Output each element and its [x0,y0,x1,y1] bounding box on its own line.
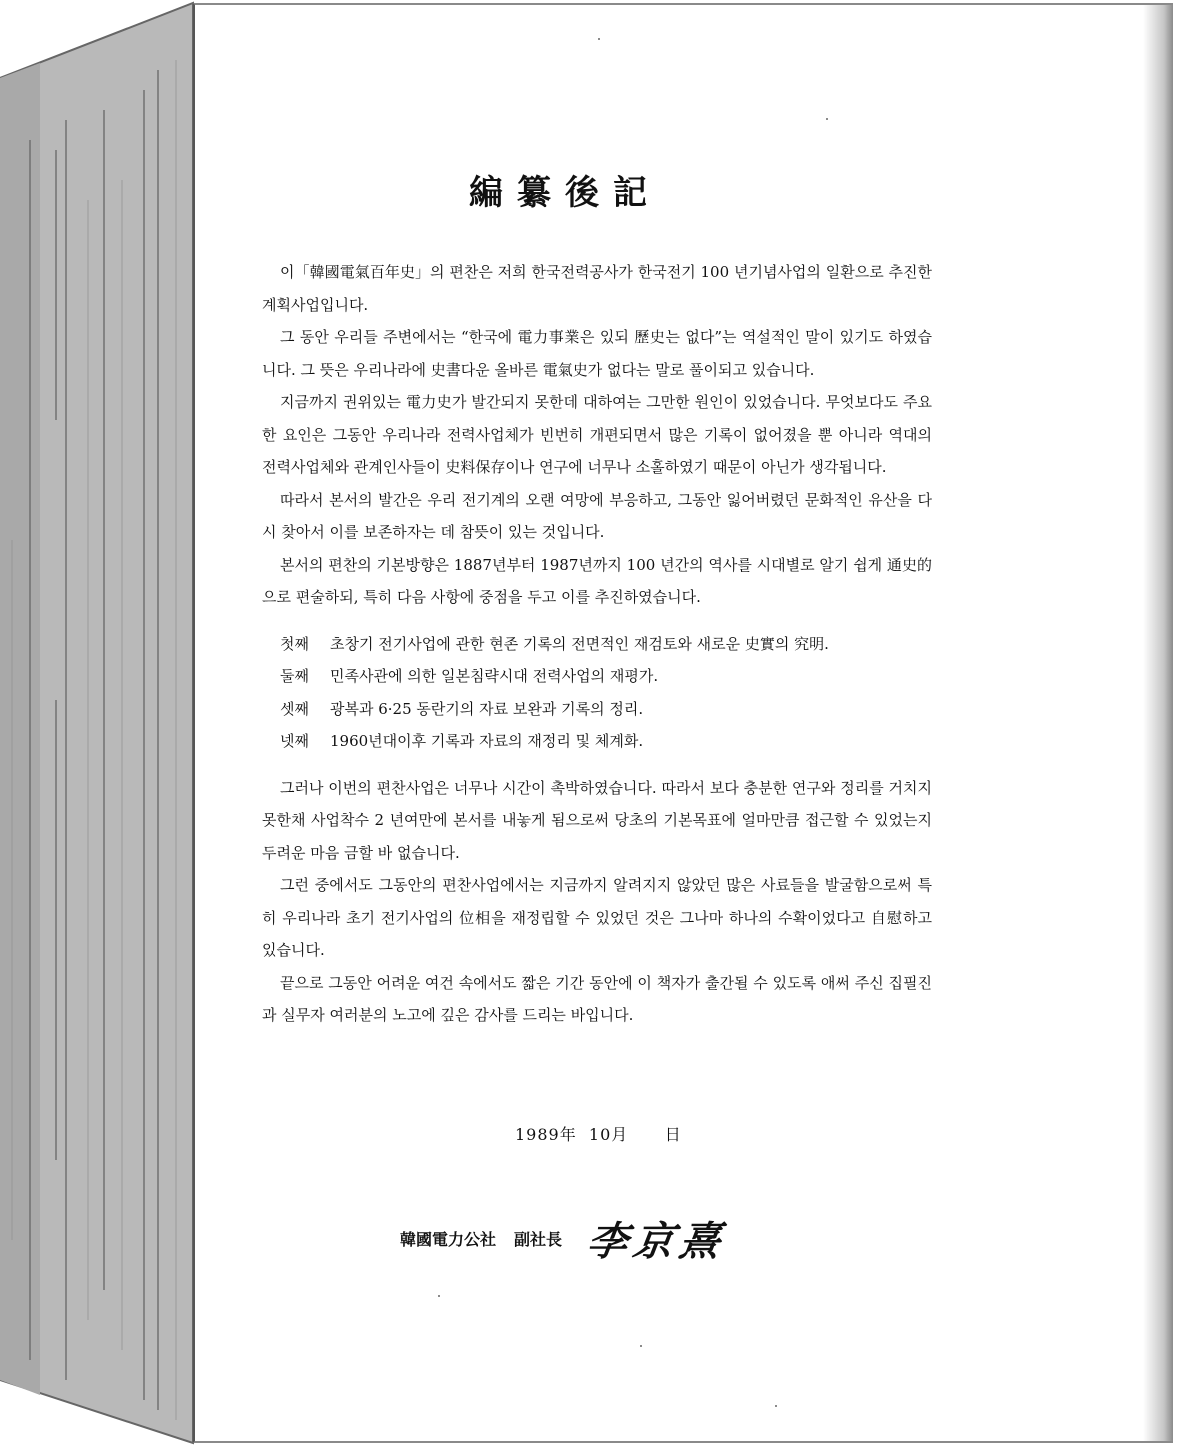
book-spine [0,0,200,1446]
list-item [280,693,932,726]
list-ordinal: 셋째 [280,699,309,718]
page-edge-shadow [1143,5,1173,1441]
handwritten-signature: 李京熹 [584,1218,729,1265]
position-title: 副社長 [514,1230,563,1249]
list-text: 1960년대이후 기록과 자료의 재정리 및 체계화. [330,732,644,750]
body-text [262,256,932,1032]
paragraph: 본서의 편찬의 기본방향은 1887년부터 1987년까지 100 년간의 역사를 시대별로 알기 쉽게 通史的으로 편술하되, 특히 다음 사항에 중점을 두고 이를 추진하였습니다. [262,555,932,606]
list-text: 초창기 전기사업에 관한 현존 기록의 전면적인 재검토와 새로운 史實의 究明. [330,634,829,653]
scan-speck [640,1345,642,1347]
list-item [280,725,932,758]
paragraph: 그 동안 우리들 주변에서는 “한국에 電力事業은 있되 歷史는 없다”는 역설적인 말이 있기도 하였습니다. 그 뜻은 우리나라에 史書다운 올바른 電氣史가 없다는 말로 풀이되고 있습니다. [262,328,932,379]
page-title: 編纂後記 [469,173,661,213]
paragraph: 끝으로 그동안 어려운 여건 속에서도 짧은 기간 동안에 이 책자가 출간될 수 있도록 애써 주신 집필진과 실무자 여러분의 노고에 깊은 감사를 드리는 바입니다. [262,973,932,1024]
list-ordinal: 넷째 [280,732,309,750]
list-item [280,660,932,693]
scan-speck [438,1295,440,1297]
scan-speck [775,1405,777,1407]
list-ordinal: 둘째 [280,667,309,685]
list-text: 광복과 6·25 동란기의 자료 보완과 기록의 정리. [330,699,644,718]
date-line: 1989年 10月 日 [515,1125,682,1144]
organization-name: 韓國電力公社 [400,1230,497,1249]
scan-speck [826,118,828,120]
priorities-list [280,628,932,758]
paragraph: 그런 중에서도 그동안의 편찬사업에서는 지금까지 알려지지 않았던 많은 사료들을 발굴함으로써 특히 우리나라 초기 전기사업의 位相을 재정립할 수 있었던 것은 그나마 하나의 수확이었다고 自慰하고 있습니다. [262,876,932,959]
scan-speck [598,38,600,40]
paragraph: 따라서 본서의 발간은 우리 전기계의 오랜 여망에 부응하고, 그동안 잃어버렸던 문화적인 유산을 다시 찾아서 이를 보존하자는 데 참뜻이 있는 것입니다. [262,490,932,541]
paragraph: 이「韓國電氣百年史」의 편찬은 저희 한국전력공사가 한국전기 100 년기념사업의 일환으로 추진한 계획사업입니다. [262,263,932,314]
list-text: 민족사관에 의한 일본침략시대 전력사업의 재평가. [330,667,659,685]
signature-block [400,1210,729,1267]
paragraph: 지금까지 권위있는 電力史가 발간되지 못한데 대하여는 그만한 원인이 있었습니다. 무엇보다도 주요한 요인은 그동안 우리나라 전력사업체가 빈번히 개편되면서 많은 기록이 없어졌을 뿐 아니라 역대의 전력사업체와 관계인사들이 史料保存이나 연구에 너무나 소홀하였기 때문이 아닌가 생각됩니다. [262,393,932,476]
list-item [280,628,932,661]
list-ordinal: 첫째 [280,634,309,653]
paragraph: 그러나 이번의 편찬사업은 너무나 시간이 촉박하였습니다. 따라서 보다 충분한 연구와 정리를 거치지 못한채 사업착수 2 년여만에 본서를 내놓게 됨으로써 당초의 기본목표에 얼마만큼 접근할 수 있었는지 두려운 마음 금할 바 없습니다. [262,778,932,862]
